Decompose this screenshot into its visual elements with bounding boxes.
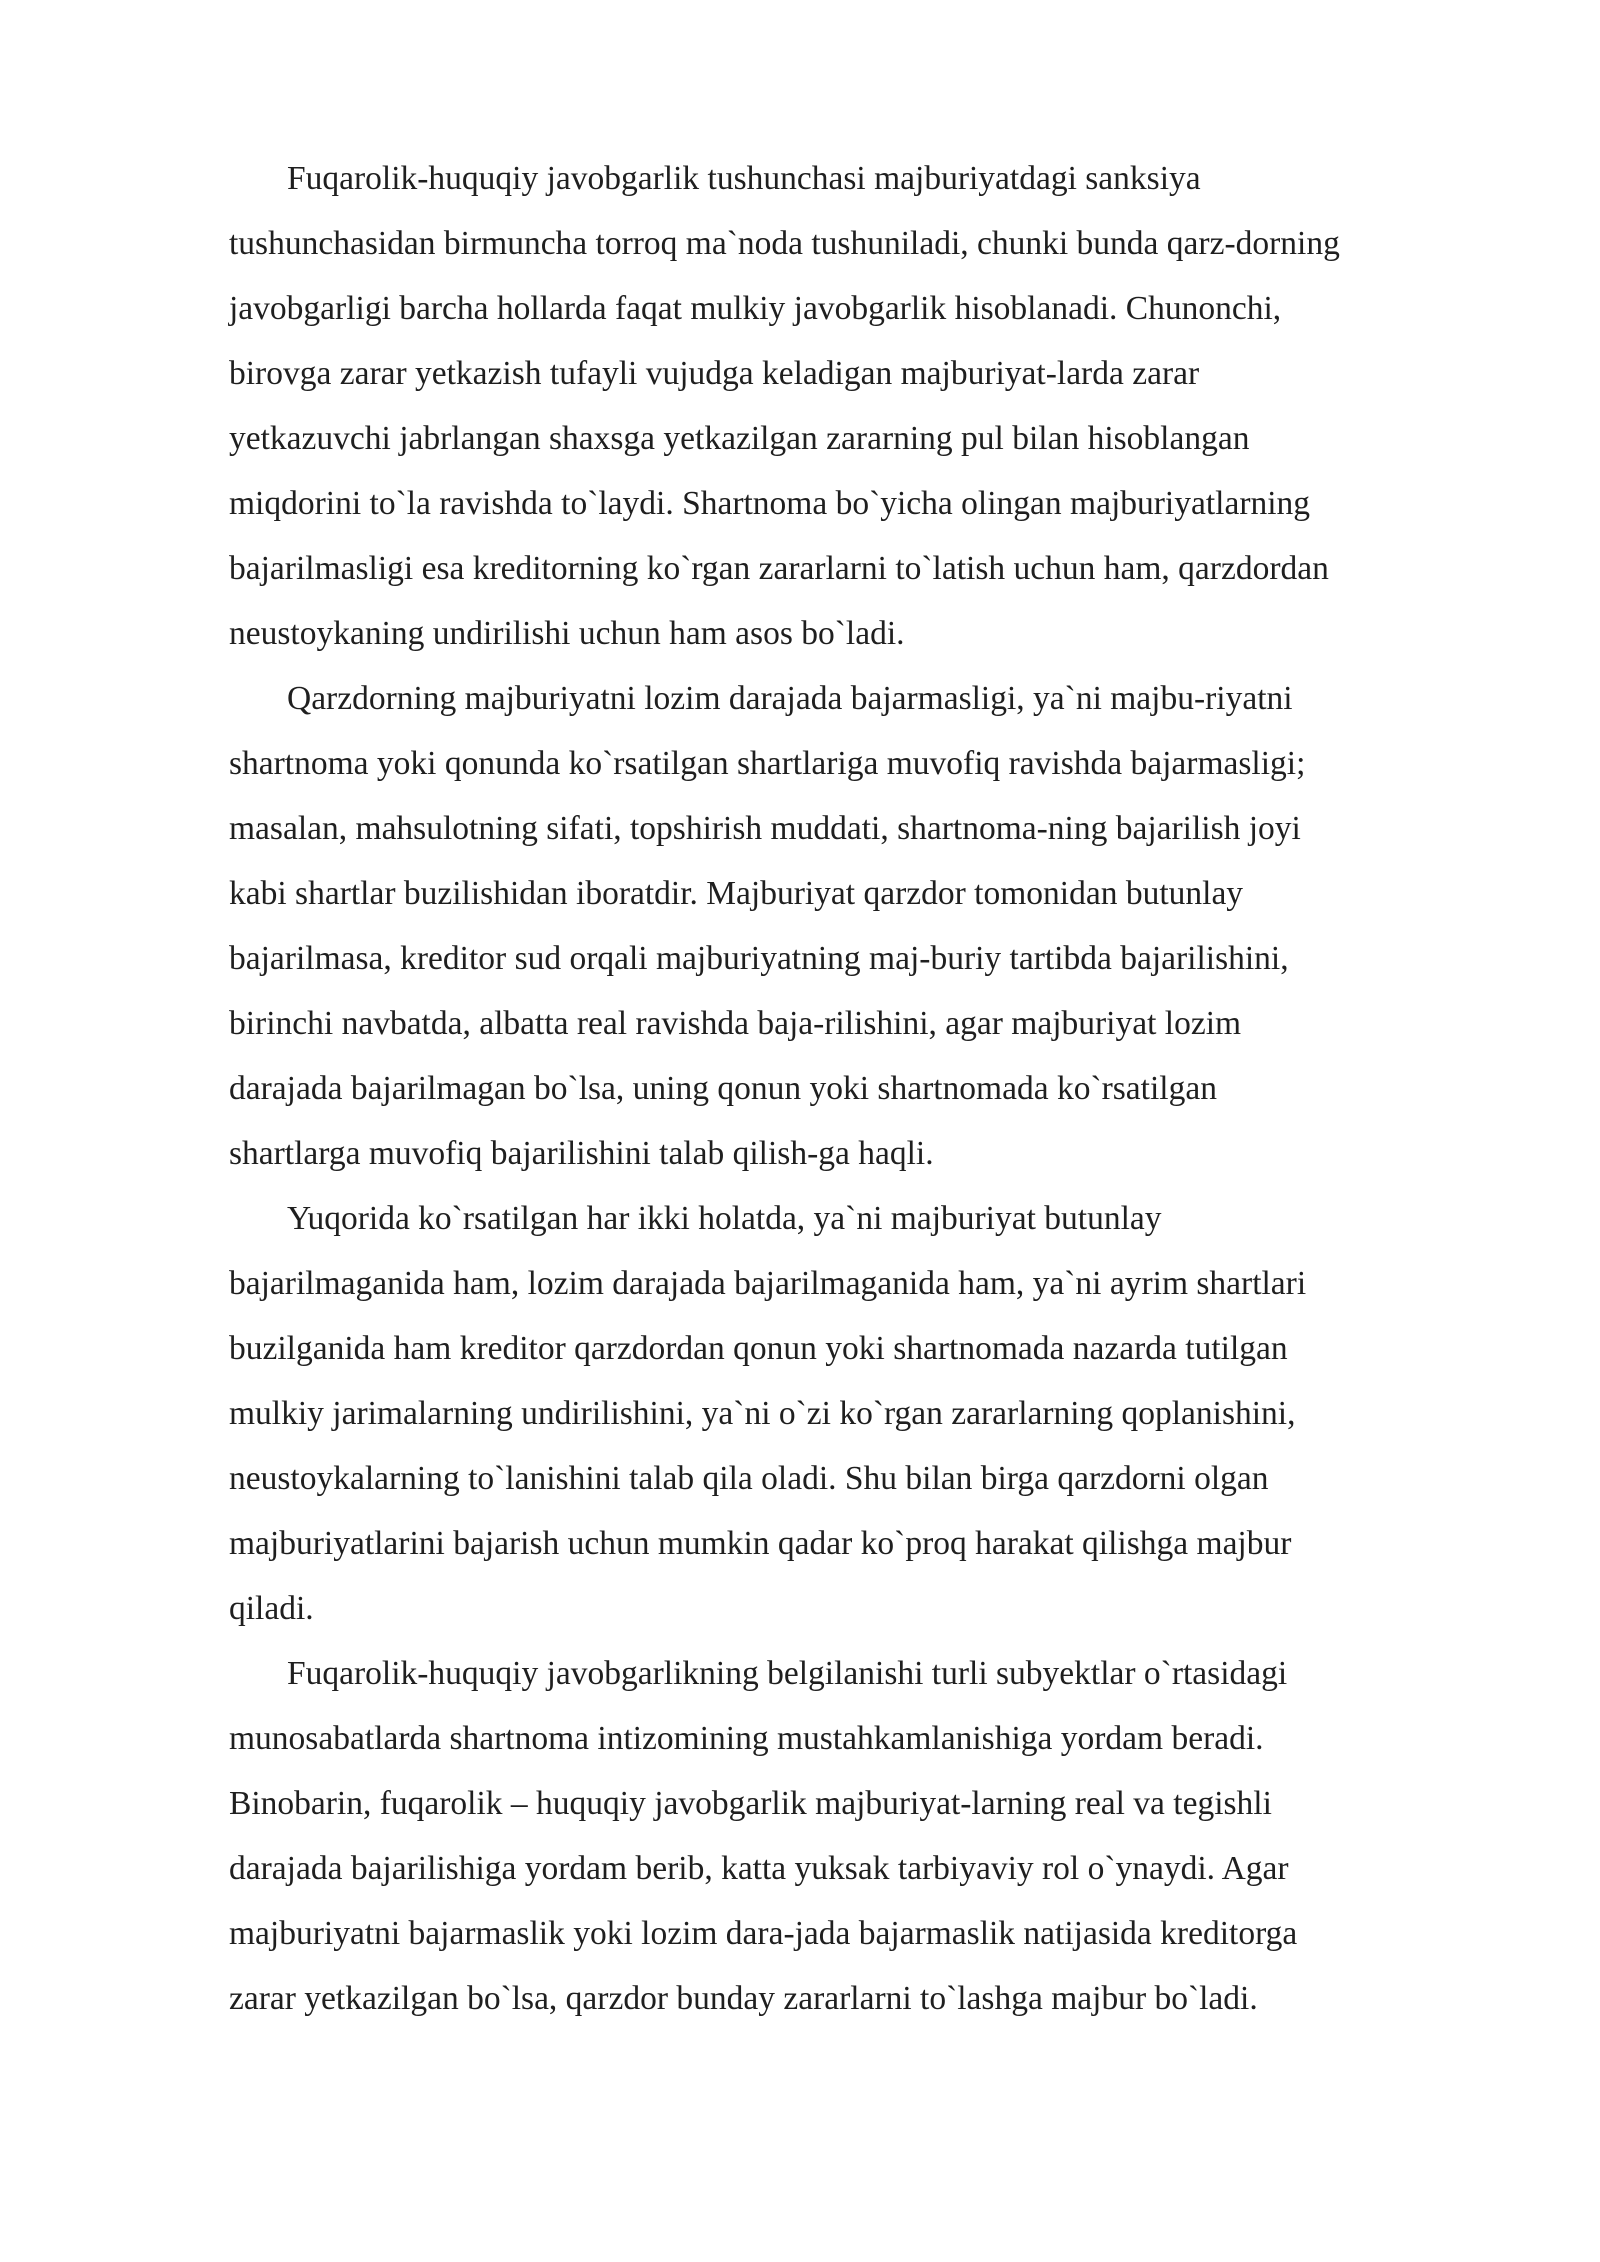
- text-line: mulkiy jarimalarning undirilishini, ya`ni o`zi ko`rgan zararlarning qoplanishini,: [229, 1395, 1296, 1432]
- text-line: qiladi.: [229, 1590, 314, 1627]
- text-line: shartlarga muvofiq bajarilishini talab qilish-ga haqli.: [229, 1135, 934, 1172]
- text-line: kabi shartlar buzilishidan iboratdir. Majburiyat qarzdor tomonidan butunlay: [229, 875, 1244, 912]
- text-line: bajarilmasligi esa kreditorning ko`rgan zararlarni to`latish uchun ham, qarzdordan: [229, 550, 1329, 587]
- text-line: Fuqarolik-huquqiy javobgarlik tushunchasi majburiyatdagi sanksiya: [287, 160, 1201, 197]
- text-line: bajarilmasa, kreditor sud orqali majburiyatning maj-buriy tartibda bajarilishini,: [229, 940, 1289, 977]
- text-line: tushunchasidan birmuncha torroq ma`noda tushuniladi, chunki bunda qarz-dorning: [229, 225, 1340, 262]
- text-line: darajada bajarilishiga yordam berib, katta yuksak tarbiyaviy rol o`ynaydi. Agar: [229, 1850, 1289, 1887]
- paragraph-1: [229, 146, 1479, 666]
- text-line: munosabatlarda shartnoma intizomining mustahkamlanishiga yordam beradi.: [229, 1720, 1264, 1757]
- text-line: Binobarin, fuqarolik – huquqiy javobgarlik majburiyat-larning real va tegishli: [229, 1785, 1272, 1822]
- text-line: Qarzdorning majburiyatni lozim darajada bajarmasligi, ya`ni majbu-riyatni: [287, 680, 1293, 717]
- text-line: birovga zarar yetkazish tufayli vujudga keladigan majburiyat-larda zarar: [229, 355, 1200, 392]
- paragraph-4: [229, 1641, 1479, 2031]
- text-line: majburiyatni bajarmaslik yoki lozim dara-jada bajarmaslik natijasida kreditorga: [229, 1915, 1298, 1952]
- text-line: birinchi navbatda, albatta real ravishda baja-rilishini, agar majburiyat lozim: [229, 1005, 1242, 1042]
- text-line: darajada bajarilmagan bo`lsa, uning qonun yoki shartnomada ko`rsatilgan: [229, 1070, 1217, 1107]
- text-line: zarar yetkazilgan bo`lsa, qarzdor bunday zararlarni to`lashga majbur bo`ladi.: [229, 1980, 1258, 2017]
- text-line: Fuqarolik-huquqiy javobgarlikning belgilanishi turli subyektlar o`rtasidagi: [287, 1655, 1288, 1692]
- text-line: Yuqorida ko`rsatilgan har ikki holatda, ya`ni majburiyat butunlay: [287, 1200, 1162, 1237]
- text-line: shartnoma yoki qonunda ko`rsatilgan shartlariga muvofiq ravishda bajarmasligi;: [229, 745, 1306, 782]
- text-line: neustoykalarning to`lanishini talab qila oladi. Shu bilan birga qarzdorni olgan: [229, 1460, 1269, 1497]
- text-line: yetkazuvchi jabrlangan shaxsga yetkazilgan zararning pul bilan hisoblangan: [229, 420, 1250, 457]
- text-line: masalan, mahsulotning sifati, topshirish muddati, shartnoma-ning bajarilish joyi: [229, 810, 1301, 847]
- paragraph-3: [229, 1186, 1479, 1641]
- paragraph-2: [229, 666, 1479, 1186]
- text-line: miqdorini to`la ravishda to`laydi. Shartnoma bo`yicha olingan majburiyatlarning: [229, 485, 1311, 522]
- document-body: [229, 146, 1479, 2031]
- text-line: neustoykaning undirilishi uchun ham asos bo`ladi.: [229, 615, 905, 652]
- text-line: bajarilmaganida ham, lozim darajada bajarilmaganida ham, ya`ni ayrim shartlari: [229, 1265, 1307, 1302]
- text-line: majburiyatlarini bajarish uchun mumkin qadar ko`proq harakat qilishga majbur: [229, 1525, 1292, 1562]
- text-line: buzilganida ham kreditor qarzdordan qonun yoki shartnomada nazarda tutilgan: [229, 1330, 1288, 1367]
- text-line: javobgarligi barcha hollarda faqat mulkiy javobgarlik hisoblanadi. Chunonchi,: [229, 290, 1282, 327]
